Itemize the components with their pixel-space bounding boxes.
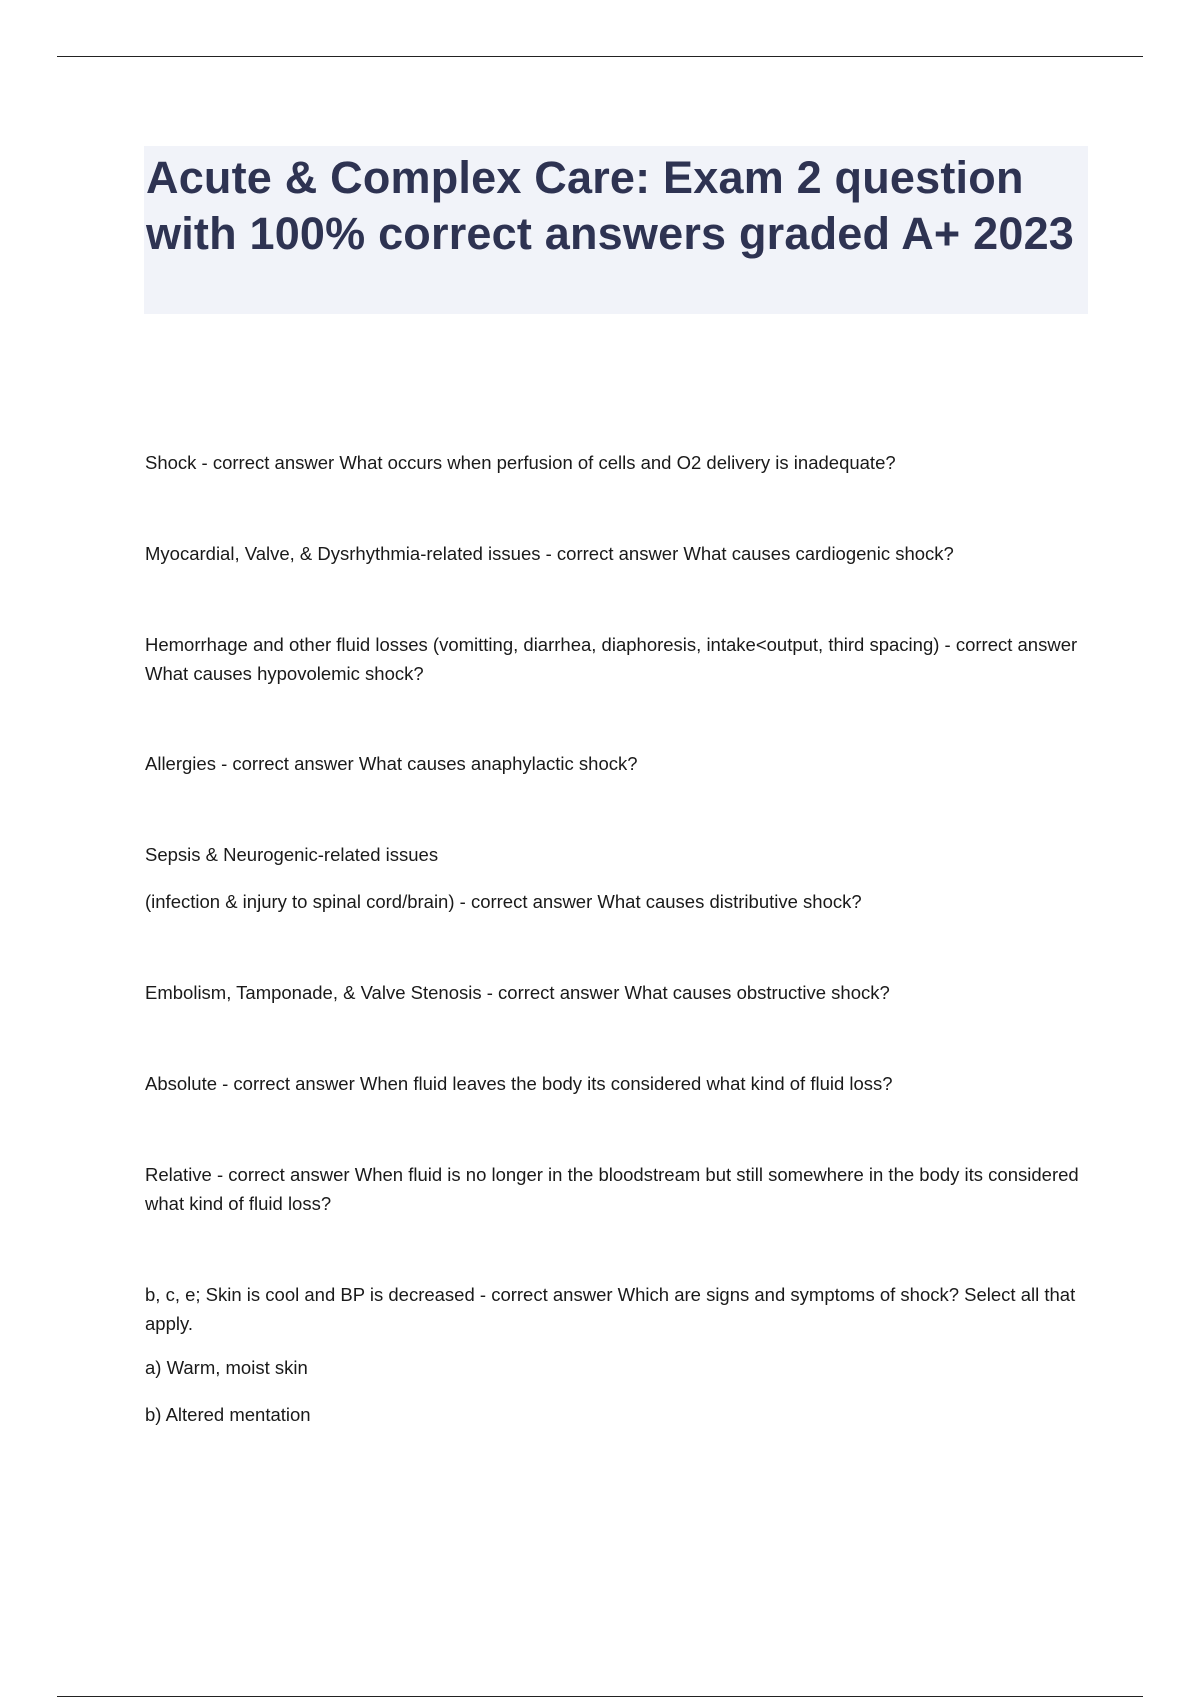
document-title: Acute & Complex Care: Exam 2 question with 100% correct answers graded A+ 2023 [146, 152, 1075, 259]
qa-paragraph: Hemorrhage and other fluid losses (vomitting, diarrhea, diaphoresis, intake<output, third spacing) - correct answer What causes hypovolemic shock? [145, 634, 1078, 684]
answer-option: a) Warm, moist skin [145, 1357, 308, 1378]
qa-paragraph: Absolute - correct answer When fluid leaves the body its considered what kind of fluid loss? [145, 1073, 893, 1094]
header-rule [57, 56, 1143, 57]
footer-rule [57, 1696, 1143, 1697]
qa-paragraph: Shock - correct answer What occurs when perfusion of cells and O2 delivery is inadequate? [145, 452, 896, 473]
qa-paragraph: Allergies - correct answer What causes anaphylactic shock? [145, 753, 638, 774]
qa-paragraph: Myocardial, Valve, & Dysrhythmia-related issues - correct answer What causes cardiogenic shock? [145, 543, 954, 564]
answer-option: b) Altered mentation [145, 1404, 311, 1425]
qa-paragraph: Embolism, Tamponade, & Valve Stenosis - correct answer What causes obstructive shock? [145, 982, 890, 1003]
qa-paragraph: Relative - correct answer When fluid is no longer in the bloodstream but still somewhere in the body its considered what kind of fluid loss? [145, 1164, 1079, 1214]
qa-paragraph: (infection & injury to spinal cord/brain) - correct answer What causes distributive shock? [145, 891, 862, 912]
qa-paragraph: Sepsis & Neurogenic-related issues [145, 844, 439, 865]
qa-paragraph: b, c, e; Skin is cool and BP is decreased - correct answer Which are signs and symptoms of shock? Select all that apply. [145, 1284, 1076, 1334]
title-block [144, 146, 1088, 314]
